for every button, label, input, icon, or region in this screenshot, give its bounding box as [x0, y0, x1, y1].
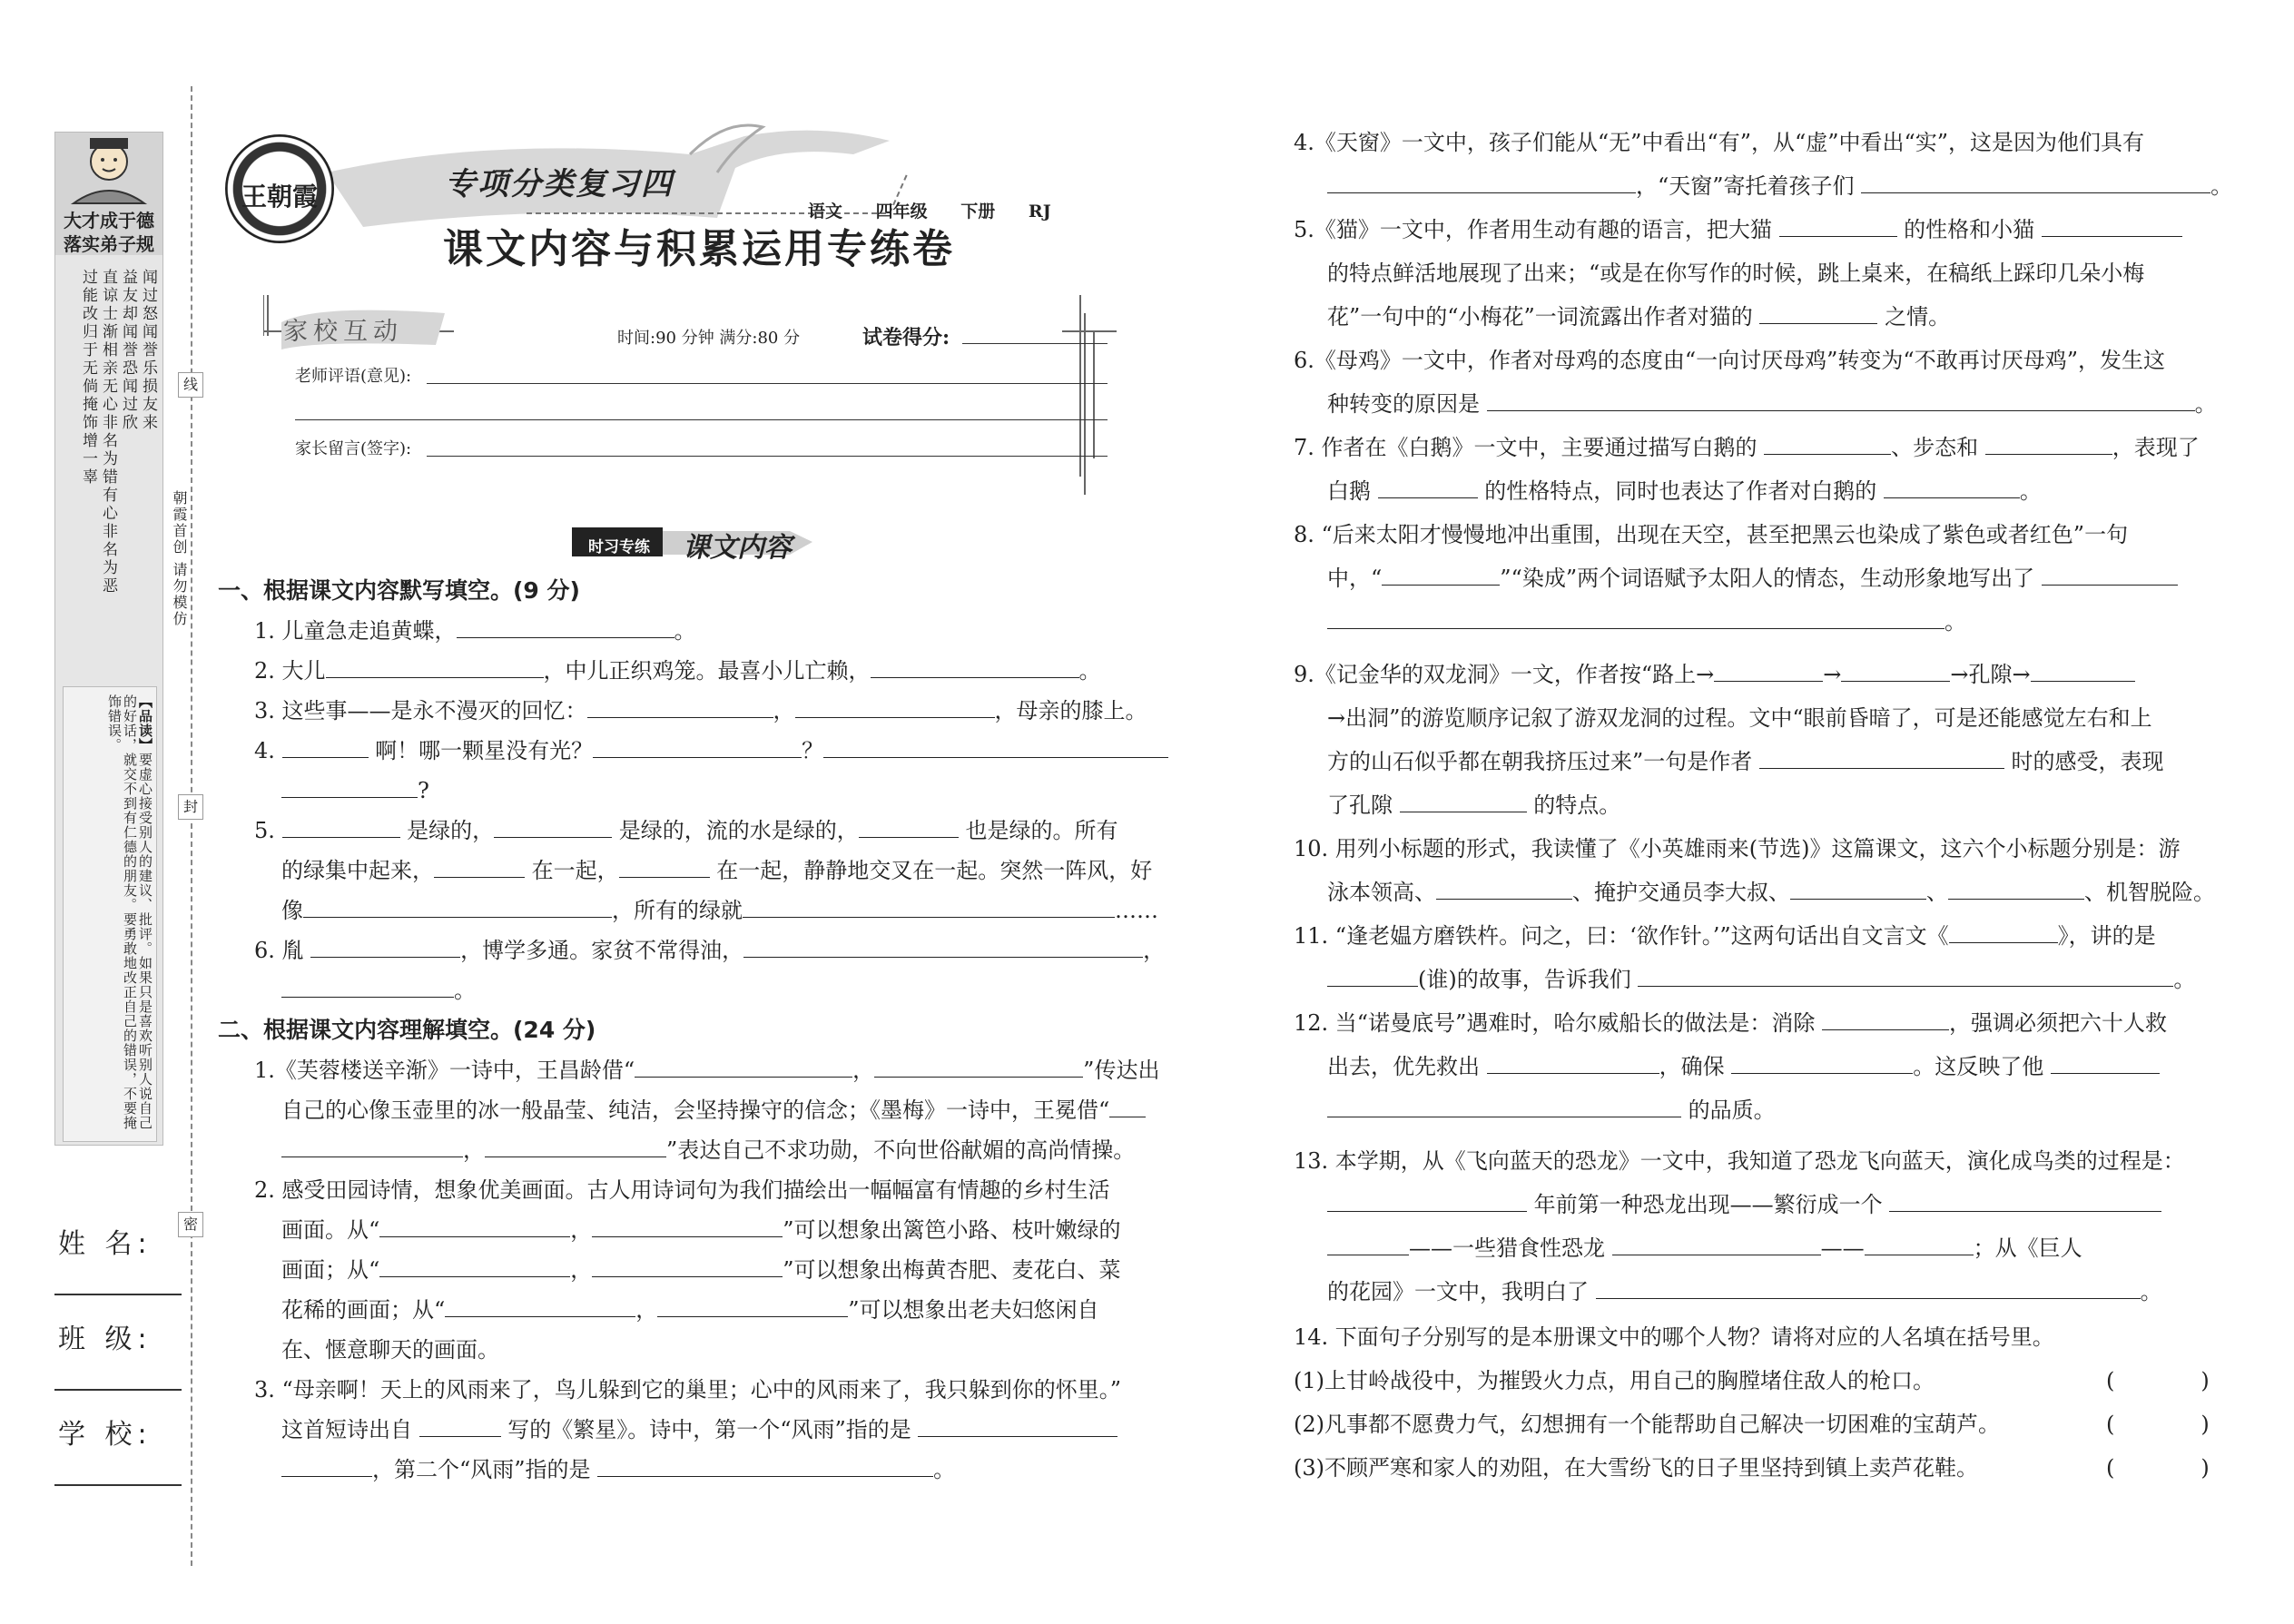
answer-blank[interactable] — [303, 897, 612, 918]
cut-mark-line: 线 — [178, 372, 203, 398]
parent-note-line[interactable] — [427, 456, 1108, 457]
s1-q6 — [254, 937, 1165, 964]
binding-strip — [54, 132, 163, 1146]
answer-blank[interactable] — [1612, 1235, 1821, 1255]
r-q9 — [1294, 661, 2135, 688]
text: ；从《巨人 — [1973, 1235, 2082, 1261]
answer-blank[interactable] — [326, 657, 544, 678]
answer-blank[interactable] — [2051, 1053, 2160, 1074]
answer-blank[interactable] — [1779, 216, 1897, 237]
quote-box — [63, 686, 157, 1142]
text: ， — [570, 1257, 593, 1283]
text: ”可以想象出老夫妇悠闲自 — [848, 1297, 1099, 1323]
parent-note-label: 家长留言(签字): — [295, 439, 412, 458]
s1-q3 — [254, 697, 1147, 724]
r-q13-line3 — [1327, 1235, 2082, 1262]
name-label: 姓 名: — [58, 1228, 153, 1260]
r-q9-line4 — [1327, 792, 1620, 819]
r-q8-line2 — [1327, 565, 2178, 592]
answer-blank[interactable] — [1400, 792, 1527, 812]
text: ( — [2106, 1368, 2115, 1393]
r-q9-line2: →出洞”的游览顺序记叙了游双龙洞的过程。文中“眼前昏暗了，可是还能感觉左右和上 — [1327, 705, 2152, 731]
text: 的品质。 — [1681, 1097, 1776, 1123]
answer-blank[interactable] — [871, 657, 1079, 678]
text: 12. 当“诺曼底号”遇难时，哈尔威船长的做法是：消除 — [1294, 1010, 1822, 1036]
text: 。 — [454, 978, 476, 1003]
r-q14-item2 — [1294, 1411, 2000, 1438]
answer-blank[interactable] — [635, 1057, 852, 1078]
r-q9-line3 — [1327, 748, 2164, 775]
text: ”可以想象出梅黄杏肥、麦花白、菜 — [783, 1257, 1121, 1283]
time-info: 时间:90 分钟 满分:80 分 — [617, 329, 801, 348]
text: 7. 作者在《白鹅》一文中，主要通过描写白鹅的 — [1294, 435, 1765, 460]
section-tag-big: 课文内容 — [683, 532, 792, 564]
text: 2. 大儿 — [254, 658, 326, 684]
s2-q2-line2 — [281, 1216, 1121, 1244]
r-q13: 13. 本学期，从《飞向蓝天的恐龙》一文中，我知道了恐龙飞向蓝天，演化成鸟类的过程是： — [1294, 1148, 2185, 1174]
text: 画面。从“ — [281, 1217, 380, 1243]
text: ”“染成”两个词语赋予太阳人的情态，生动形象地写出了 — [1500, 566, 2042, 591]
answer-blank[interactable] — [1327, 1235, 1409, 1255]
s2-q2-line4 — [281, 1296, 1099, 1324]
paper-title: 课文内容与积累运用专练卷 — [443, 226, 955, 272]
text: ，“天窗”寄托着孩子们 — [1636, 173, 1862, 199]
text: →孔隙→ — [1950, 662, 2031, 687]
class-label: 班 级: — [58, 1324, 153, 1355]
s2-q1 — [254, 1057, 1159, 1084]
verse-col-3: 直谅士渐相亲无心非名为错有心非名为恶 — [99, 269, 117, 595]
text: ？ — [802, 738, 824, 763]
answer-blank[interactable] — [1109, 1097, 1146, 1117]
text: 。 — [1944, 609, 1966, 635]
home-school-label: 家校互动 — [283, 318, 403, 346]
answer-blank[interactable] — [379, 1216, 570, 1237]
text: ，母亲的膝上。 — [994, 698, 1147, 723]
answer-blank[interactable] — [1822, 1009, 1949, 1030]
answer-blank[interactable] — [1327, 1097, 1681, 1117]
text: 泳本领高、 — [1327, 880, 1436, 905]
text: 、步态和 — [1891, 435, 1985, 460]
text: 。 — [2140, 1279, 2162, 1304]
text: 、机智脱险。 — [2084, 880, 2215, 905]
text: ， — [852, 1058, 875, 1083]
text: (1)上甘岭战役中，为摧毁火力点，用自己的胸膛堵住敌人的枪口。 — [1294, 1368, 1935, 1393]
s2-q2: 2. 感受田园诗情，想象优美画面。古人用诗词句为我们描绘出一幅幅富有情趣的乡村生活 — [254, 1177, 1110, 1203]
text: ”表达自己不求功勋，不向世俗献媚的高尚情操。 — [666, 1137, 1136, 1163]
r-q5-line2: 的特点鲜活地展现了出来；“或是在你写作的时候，跳上桌来，在稿纸上踩印几朵小梅 — [1327, 261, 2145, 286]
r-q14-item1-bracket[interactable] — [2106, 1367, 2210, 1394]
answer-blank[interactable] — [485, 1137, 666, 1157]
text: 这首短诗出自 — [281, 1417, 419, 1442]
answer-blank[interactable] — [592, 1216, 783, 1237]
text: 时的感受，表现 — [2004, 749, 2164, 774]
r-q8: 8. “后来太阳才慢慢地冲出重围，出现在天空，甚至把黑云也染成了紫色或者红色”一句 — [1294, 522, 2129, 547]
r-q14-item2-bracket[interactable] — [2106, 1411, 2210, 1438]
answer-blank[interactable] — [795, 697, 995, 718]
text: …… — [1115, 898, 1158, 923]
s2-q2-line3 — [281, 1256, 1121, 1284]
text: 。 — [2173, 967, 2196, 992]
answer-blank[interactable] — [282, 817, 400, 838]
quote-body: 要虚心接受别人的建议、批评。如果只是喜欢听别人说自己的好话，就交不到有仁德的朋友。要勇敢地改正自己的错误，不要掩饰错误。 — [106, 694, 153, 1130]
text: 是绿的，流的水是绿的， — [612, 818, 859, 843]
r-q6-line2 — [1327, 390, 2217, 418]
answer-blank[interactable] — [282, 737, 369, 758]
teacher-comment-line-2[interactable] — [295, 419, 1108, 420]
text: 在一起，静静地交叉在一起。突然一阵风，好 — [709, 858, 1153, 883]
section1-heading: 一、根据课文内容默写填空。(9 分) — [218, 577, 580, 604]
r-q14-item1 — [1294, 1367, 1935, 1394]
text: 9.《记金华的双龙洞》一文，作者按“路上→ — [1294, 662, 1715, 687]
answer-blank[interactable] — [1731, 1053, 1913, 1074]
answer-blank[interactable] — [1884, 477, 2020, 498]
answer-blank[interactable] — [1378, 477, 1478, 498]
answer-blank[interactable] — [1759, 303, 1877, 324]
teacher-comment-line-1[interactable] — [427, 383, 1108, 384]
text: 的绿集中起来， — [281, 858, 434, 883]
answer-blank[interactable] — [743, 897, 1115, 918]
text: 6. 胤 — [254, 938, 311, 963]
cut-mark-secret: 密 — [178, 1212, 203, 1237]
text: (谁)的故事，告诉我们 — [1418, 967, 1639, 992]
text: 是绿的， — [399, 818, 495, 843]
s1-q2 — [254, 657, 1101, 684]
answer-blank[interactable] — [1714, 661, 1823, 682]
text: 也是绿的。所有 — [958, 818, 1118, 843]
paper-meta — [790, 198, 1051, 222]
text: 花稀的画面；从“ — [281, 1297, 446, 1323]
text: ， — [463, 1137, 485, 1163]
text: 11. “逢老媪方磨铁杵。问之，曰：‘欲作针。’”这两句话出自文言文《 — [1294, 923, 1949, 949]
text: 。 — [1078, 658, 1101, 684]
text: 出去，优先救出 — [1327, 1054, 1487, 1079]
r-q10-line2 — [1327, 879, 2215, 906]
answer-blank[interactable] — [619, 857, 710, 878]
answer-blank[interactable] — [1949, 922, 2058, 943]
text: ) — [2200, 1455, 2210, 1481]
text: ”传达出 — [1083, 1058, 1160, 1083]
answer-blank[interactable] — [281, 977, 454, 998]
text: ——一些猎食性恐龙 — [1409, 1235, 1612, 1261]
s2-q1-line2 — [281, 1097, 1146, 1124]
scholar-icon — [55, 133, 162, 205]
side-note: 朝霞首创 请勿模仿 — [171, 490, 188, 628]
answer-blank[interactable] — [1436, 879, 1572, 900]
r-q5 — [1294, 216, 2182, 243]
text: ( — [2106, 1455, 2115, 1481]
answer-blank[interactable] — [587, 697, 773, 718]
r-q10: 10. 用列小标题的形式，我读懂了《小英雄雨来(节选)》这篇课文，这六个小标题分别是：游 — [1294, 836, 2181, 861]
s2-q1-line3 — [281, 1137, 1135, 1164]
text: 1.《芙蓉楼送辛渐》一诗中，王昌龄借“ — [254, 1058, 635, 1083]
r-q12-line3 — [1327, 1097, 1776, 1124]
r-q12-line2 — [1327, 1053, 2160, 1080]
answer-blank[interactable] — [434, 857, 525, 878]
answer-blank[interactable] — [593, 737, 802, 758]
r-q11 — [1294, 922, 2156, 950]
text: 之情。 — [1877, 304, 1951, 330]
teacher-comment-label: 老师评语(意见): — [295, 367, 412, 386]
r-q4: 4.《天窗》一文中，孩子们能从“无”中看出“有”，从“虚”中看出“实”，这是因为他们具有 — [1294, 130, 2145, 155]
text: —— — [1820, 1235, 1865, 1261]
answer-blank[interactable] — [1889, 1191, 2161, 1212]
score-field[interactable] — [962, 343, 1108, 344]
quote-label: 【品读】 — [137, 694, 153, 753]
text: 年前第一种恐龙出现——繁衍成一个 — [1527, 1192, 1890, 1217]
class-line[interactable] — [54, 1389, 182, 1391]
answer-blank[interactable] — [657, 1296, 848, 1317]
s1-q6-cont — [281, 977, 476, 1004]
r-q13-line2 — [1327, 1191, 2161, 1218]
answer-blank[interactable] — [281, 1456, 372, 1477]
s2-q3-line3 — [281, 1456, 955, 1483]
text: 4. — [254, 738, 282, 763]
text: 种转变的原因是 — [1327, 391, 1487, 417]
answer-blank[interactable] — [445, 1296, 635, 1317]
text: 的花园》一文中，我明白了 — [1327, 1279, 1596, 1304]
r-q14-item3-bracket[interactable] — [2106, 1454, 2210, 1481]
r-q6: 6.《母鸡》一文中，作者对母鸡的态度由“一向讨厌母鸡”转变为“不敢再讨厌母鸡”，发生这 — [1294, 348, 2165, 373]
answer-blank[interactable] — [1638, 966, 2173, 987]
text: 3. 这些事——是永不漫灭的回忆： — [254, 698, 587, 723]
s2-q3-line2 — [281, 1416, 1117, 1443]
r-q7 — [1294, 434, 2200, 461]
r-q5-line3 — [1327, 303, 1950, 330]
answer-blank[interactable] — [1596, 1278, 2141, 1299]
text: → — [1823, 662, 1842, 687]
answer-blank[interactable] — [1327, 608, 1944, 629]
quote-text — [106, 694, 153, 1130]
answer-blank[interactable] — [1865, 1235, 1974, 1255]
text: ， — [1143, 938, 1166, 963]
school-label: 学 校: — [58, 1419, 153, 1451]
answer-blank[interactable] — [494, 817, 612, 838]
text: 。这反映了他 — [1913, 1054, 2051, 1079]
text: 方的山石似乎都在朝我挤压过来”一句是作者 — [1327, 749, 1759, 774]
text: 、 — [1926, 880, 1948, 905]
meta-subject: 语文 — [808, 202, 843, 221]
r-q4-line2 — [1327, 172, 2232, 200]
cut-mark-seal: 封 — [178, 794, 203, 820]
answer-blank[interactable] — [859, 817, 959, 838]
motto-line-1: 大才成于德 — [64, 210, 154, 231]
answer-blank[interactable] — [1948, 879, 2084, 900]
text: 5. — [254, 818, 282, 843]
strip-banner — [55, 133, 162, 255]
answer-blank[interactable] — [1790, 879, 1926, 900]
text: 在一起， — [525, 858, 619, 883]
cut-line — [191, 86, 192, 1566]
answer-blank[interactable] — [281, 777, 418, 798]
s2-q2-line5: 在、惬意聊天的画面。 — [281, 1337, 499, 1363]
text: 。 — [2194, 391, 2217, 417]
motto — [55, 209, 162, 256]
meta-volume: 下册 — [960, 202, 996, 221]
text: ，强调必须把六十人救 — [1948, 1010, 2167, 1036]
text: 画面；从“ — [281, 1257, 380, 1283]
text: (2)凡事都不愿费力气，幻想拥有一个能帮助自己解决一切困难的宝葫芦。 — [1294, 1412, 2000, 1437]
text: 、掩护交通员李大叔、 — [1572, 880, 1790, 905]
answer-blank[interactable] — [281, 1137, 463, 1157]
text: 中，“ — [1327, 566, 1383, 591]
text: ，所有的绿就 — [612, 898, 743, 923]
text: ，确保 — [1659, 1054, 1732, 1079]
text: 1. 儿童急走追黄蝶， — [254, 618, 457, 644]
text: ? — [418, 778, 429, 803]
text: 写的《繁星》。诗中，第一个“风雨”指的是 — [500, 1417, 919, 1442]
text: ， — [635, 1297, 658, 1323]
answer-blank[interactable] — [1759, 748, 2004, 769]
text: ， — [570, 1217, 593, 1243]
answer-blank[interactable] — [918, 1416, 1117, 1437]
meta-grade: 四年级 — [875, 202, 928, 221]
answer-blank[interactable] — [310, 937, 460, 958]
text: ，博学多通。家贫不常得油， — [460, 938, 744, 963]
answer-blank[interactable] — [1841, 661, 1950, 682]
answer-blank[interactable] — [1861, 172, 2210, 193]
answer-blank[interactable] — [1327, 966, 1418, 987]
answer-blank[interactable] — [2042, 216, 2182, 237]
text: 的性格和小猫 — [1896, 217, 2042, 242]
verse-col-4: 过能改归于无倘掩饰增一辜 — [79, 269, 97, 487]
answer-blank[interactable] — [823, 737, 1168, 758]
answer-blank[interactable] — [1985, 434, 2112, 455]
answer-blank[interactable] — [1327, 172, 1636, 193]
answer-blank[interactable] — [597, 1456, 933, 1477]
verse-col-2: 益友却闻誉恐闻过欣 — [119, 269, 137, 432]
text: 5.《猫》一文中，作者用生动有趣的语言，把大猫 — [1294, 217, 1779, 242]
s1-q5-line3 — [281, 897, 1158, 924]
s1-q4-cont — [281, 777, 429, 804]
r-q13-line4 — [1327, 1278, 2162, 1305]
r-q14-item3 — [1294, 1454, 1978, 1481]
text: 。 — [2210, 173, 2233, 199]
text: 自己的心像玉壶里的冰一般晶莹、纯洁，会坚持操守的信念；《墨梅》一诗中，王冕借“ — [281, 1097, 1110, 1123]
school-line[interactable] — [54, 1484, 182, 1486]
r-q11-line2 — [1327, 966, 2195, 993]
section-tag-small: 时习专练 — [588, 538, 650, 556]
text: ，中儿正织鸡笼。最喜小儿亡赖， — [543, 658, 871, 684]
r-q14: 14. 下面句子分别写的是本册课文中的哪个人物？请将对应的人名填在括号里。 — [1294, 1324, 2054, 1350]
text: ( — [2106, 1412, 2115, 1437]
text: ，第二个“风雨”指的是 — [372, 1457, 598, 1482]
text: ， — [773, 698, 795, 723]
text: 花”一句中的“小梅花”一词流露出作者对猫的 — [1327, 304, 1760, 330]
text: 像 — [281, 898, 303, 923]
answer-blank[interactable] — [1382, 565, 1500, 586]
answer-blank[interactable] — [2042, 565, 2178, 586]
text: 了孔隙 — [1327, 792, 1400, 818]
s1-q5 — [254, 817, 1117, 844]
text: ”可以想象出篱笆小路、枝叶嫩绿的 — [783, 1217, 1121, 1243]
text: 的特点。 — [1526, 792, 1621, 818]
motto-line-2: 落实弟子规 — [64, 233, 154, 255]
answer-blank[interactable] — [2031, 661, 2135, 682]
text: 》，讲的是 — [2057, 923, 2156, 949]
logo-text: 王朝霞 — [241, 182, 318, 212]
text: 。 — [2019, 478, 2042, 504]
text: ，表现了 — [2112, 435, 2200, 460]
answer-blank[interactable] — [874, 1057, 1083, 1078]
answer-blank[interactable] — [592, 1256, 783, 1277]
s1-q4 — [254, 737, 1168, 764]
text: 的性格特点，同时也表达了作者对白鹅的 — [1477, 478, 1884, 504]
answer-blank[interactable] — [457, 617, 674, 638]
text: 白鹅 — [1327, 478, 1378, 504]
score-label: 试卷得分: — [862, 326, 950, 349]
text: 。 — [933, 1457, 956, 1482]
r-q8-line3 — [1327, 608, 1966, 635]
paper-subtitle: 专项分类复习四 — [445, 166, 674, 202]
answer-blank[interactable] — [379, 1256, 570, 1277]
r-q12 — [1294, 1009, 2167, 1037]
section2-heading: 二、根据课文内容理解填空。(24 分) — [218, 1017, 596, 1043]
answer-blank[interactable] — [743, 937, 1143, 958]
verse-col-1: 闻过怒闻誉乐损友来 — [139, 269, 157, 432]
s1-q1 — [254, 617, 696, 645]
answer-blank[interactable] — [1327, 1191, 1527, 1212]
answer-blank[interactable] — [1487, 390, 2195, 411]
text: (3)不顾严寒和家人的劝阻，在大雪纷飞的日子里坚持到镇上卖芦花鞋。 — [1294, 1455, 1978, 1481]
text: ) — [2200, 1412, 2210, 1437]
text: 。 — [674, 618, 696, 644]
name-line[interactable] — [54, 1294, 182, 1295]
meta-edition: RJ — [1028, 202, 1051, 221]
r-q7-line2 — [1327, 477, 2042, 505]
text: ) — [2200, 1368, 2210, 1393]
answer-blank[interactable] — [1487, 1053, 1659, 1074]
s1-q5-line2 — [281, 857, 1152, 884]
text: 啊！哪一颗星没有光？ — [368, 738, 594, 763]
answer-blank[interactable] — [419, 1416, 501, 1437]
answer-blank[interactable] — [1764, 434, 1891, 455]
s2-q3: 3. “母亲啊！天上的风雨来了，鸟儿躲到它的巢里；心中的风雨来了，我只躲到你的怀里。” — [254, 1377, 1122, 1403]
